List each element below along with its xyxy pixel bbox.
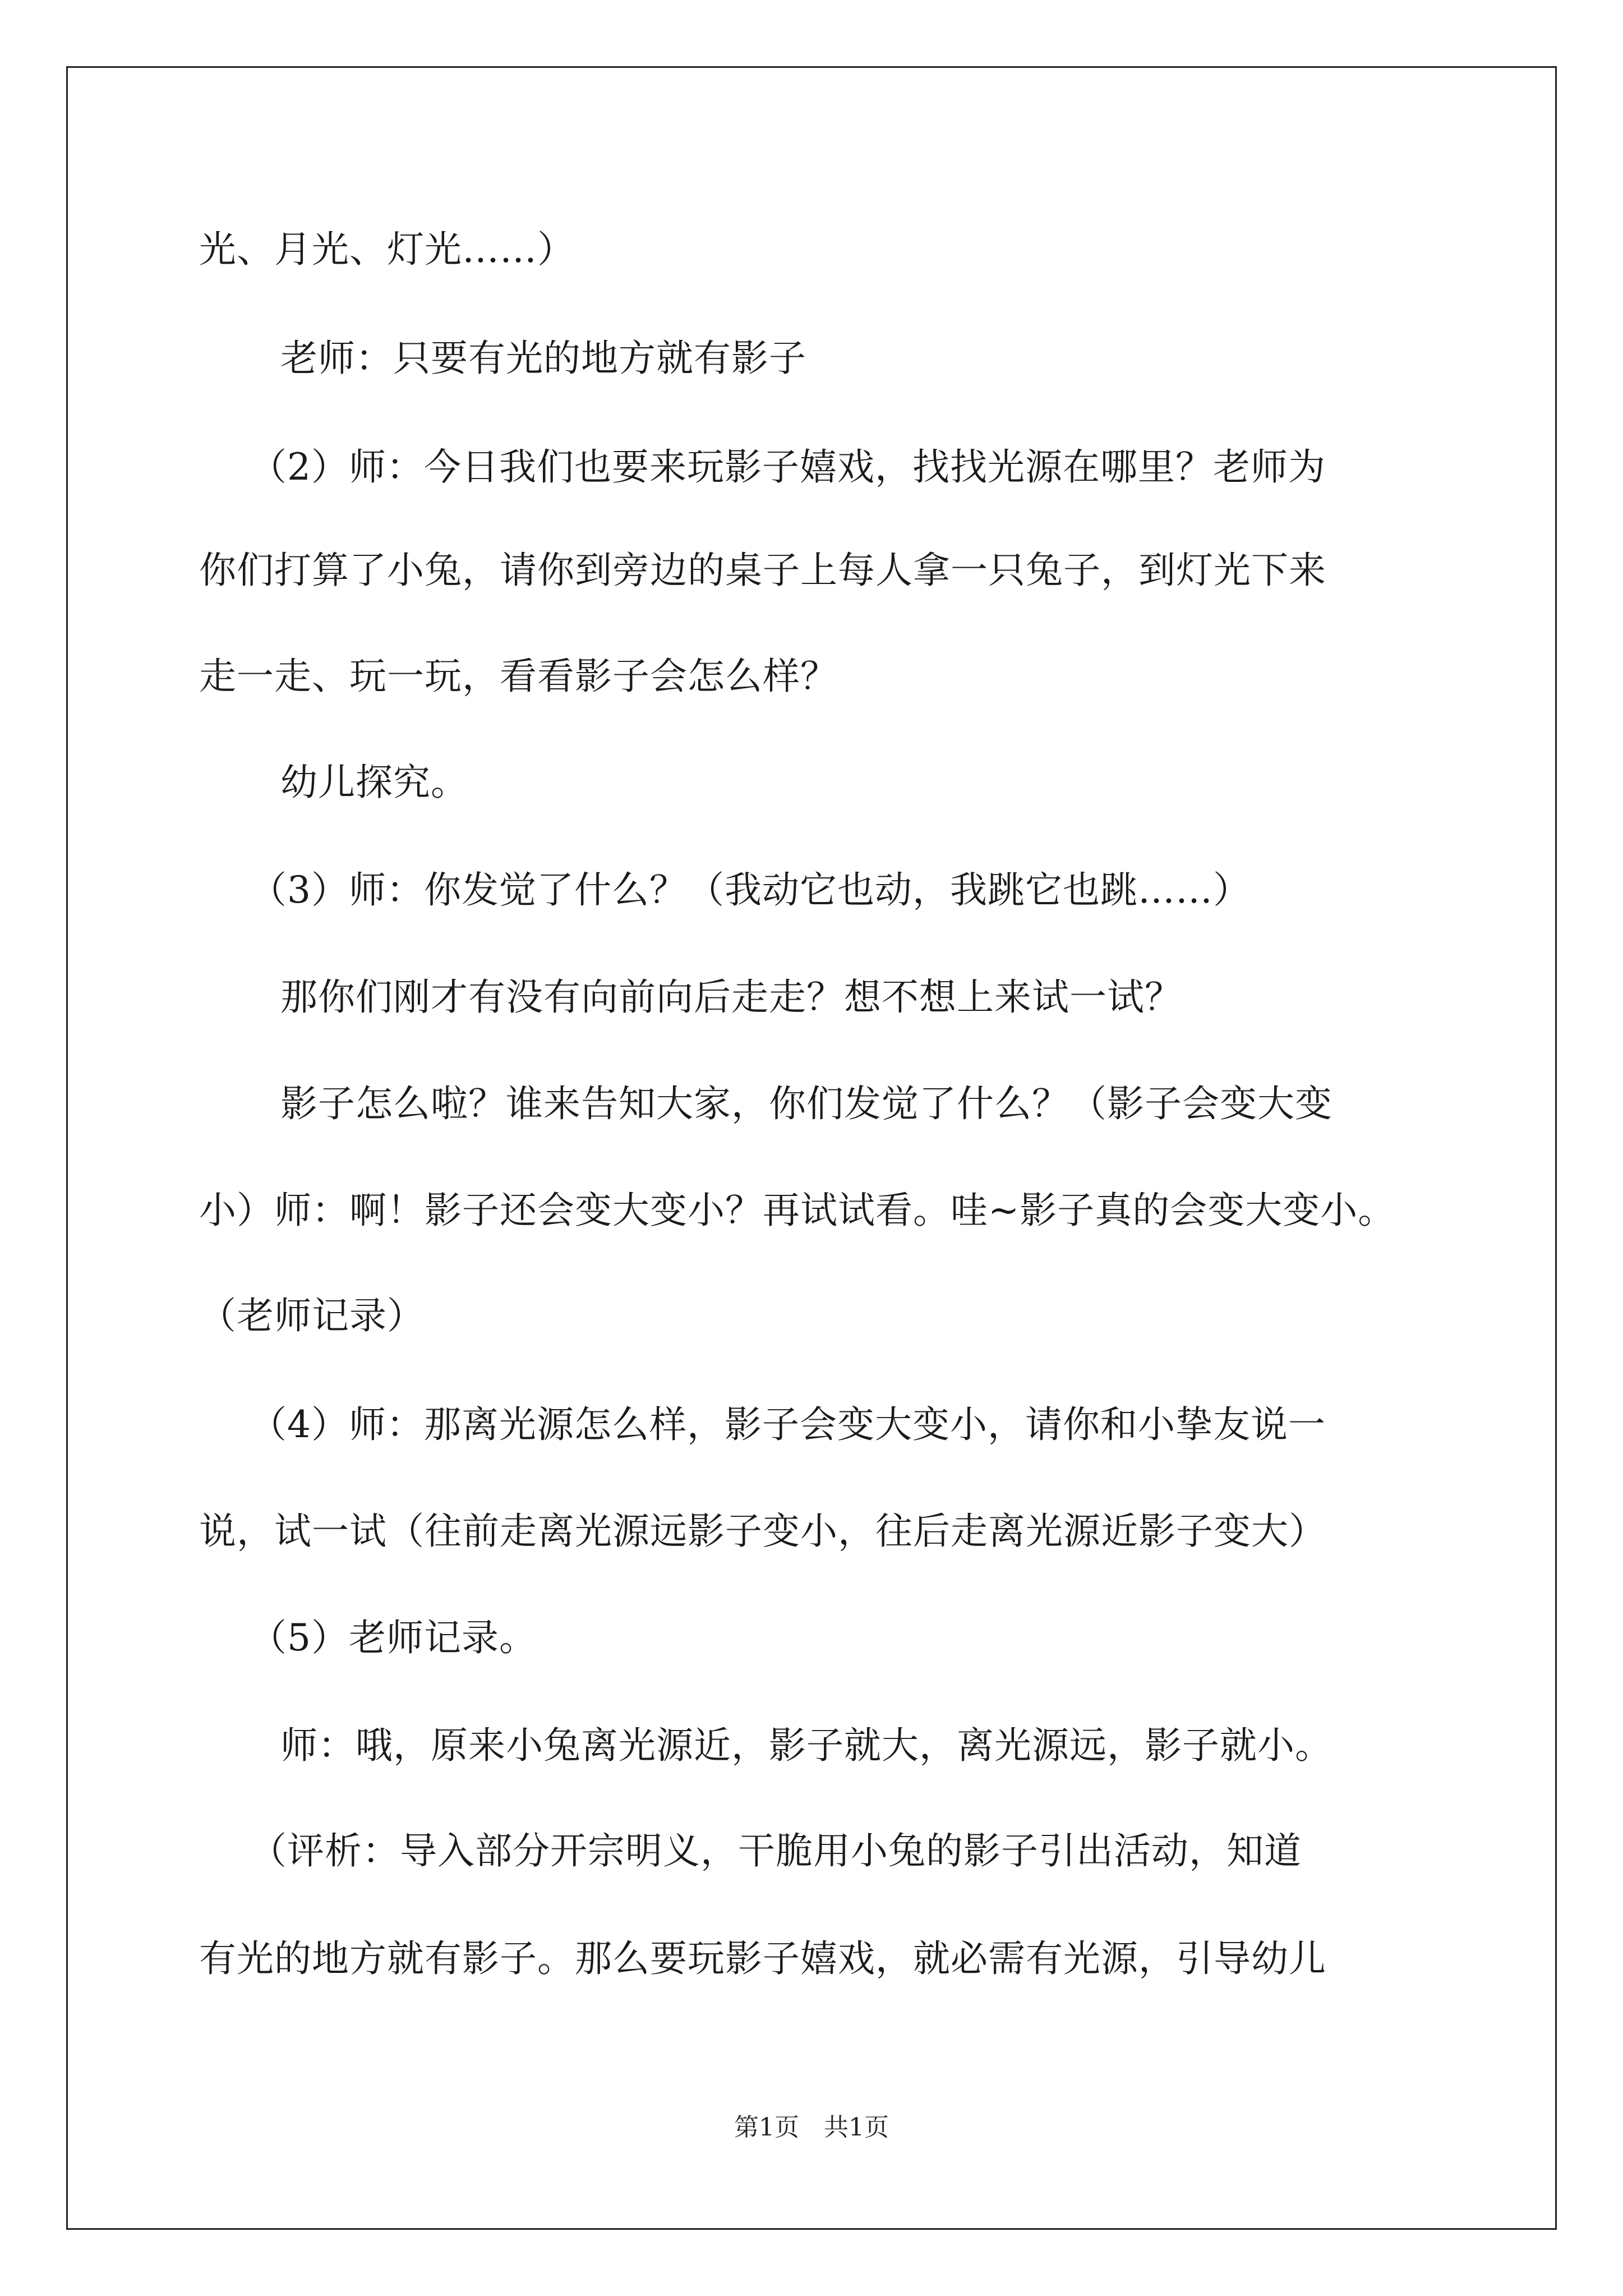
text-line: 老师：只要有光的地方就有影子 <box>280 337 806 380</box>
text-line: （评析：导入部分开宗明义，干脆用小兔的影子引出活动，知道 <box>250 1829 1302 1872</box>
text-line: 影子怎么啦？谁来告知大家，你们发觉了什么？（影子会变大变 <box>280 1082 1332 1125</box>
text-line: 师：哦，原来小兔离光源近，影子就大，离光源远，影子就小。 <box>280 1724 1332 1767</box>
text-line: 说，试一试（往前走离光源远影子变小，往后走离光源近影子变大） <box>199 1510 1326 1553</box>
page-number-footer: 第1页 共1页 <box>734 2113 889 2142</box>
text-line: 那你们刚才有没有向前向后走走？想不想上来试一试？ <box>280 976 1182 1019</box>
text-line: （老师记录） <box>199 1294 425 1337</box>
page-border <box>66 66 1557 2230</box>
text-line: 小）师：啊！影子还会变大变小？再试试看。哇~影子真的会变大变小。 <box>199 1189 1396 1232</box>
text-line: （5）老师记录。 <box>250 1616 537 1659</box>
text-line: 有光的地方就有影子。那么要玩影子嬉戏，就必需有光源，引导幼儿 <box>199 1937 1326 1980</box>
text-line: 幼儿探究。 <box>280 761 468 804</box>
text-line: 你们打算了小兔，请你到旁边的桌子上每人拿一只兔子，到灯光下来 <box>199 549 1326 592</box>
text-line: （4）师：那离光源怎么样，影子会变大变小，请你和小挚友说一 <box>250 1403 1326 1446</box>
text-line: 走一走、玩一玩，看看影子会怎么样？ <box>199 655 838 698</box>
text-line: 光、月光、灯光……） <box>199 228 575 271</box>
text-line: （2）师：今日我们也要来玩影子嬉戏，找找光源在哪里？老师为 <box>250 445 1326 489</box>
text-line: （3）师：你发觉了什么？（我动它也动，我跳它也跳……） <box>250 868 1251 912</box>
